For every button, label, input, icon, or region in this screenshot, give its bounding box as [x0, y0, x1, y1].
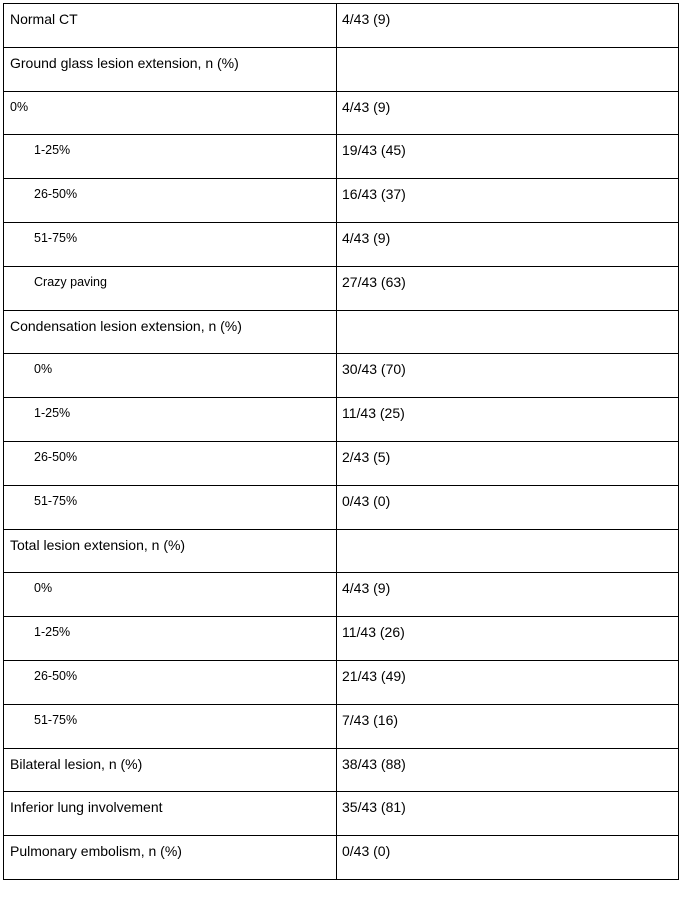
- row-value: 11/43 (25): [342, 405, 405, 422]
- row-label: 51-75%: [34, 230, 78, 245]
- row-value: 4/43 (9): [342, 580, 391, 597]
- row-value: 19/43 (45): [342, 142, 406, 159]
- row-value-cell: [337, 573, 679, 617]
- row-value-cell: [337, 792, 679, 836]
- row-label-cell: [4, 135, 337, 179]
- row-label: Normal CT: [10, 11, 78, 27]
- row-label: Condensation lesion extension, n (%): [10, 317, 242, 334]
- table-row: [4, 398, 679, 442]
- row-value-cell: [337, 704, 679, 748]
- row-label-cell: [4, 836, 337, 880]
- row-value-cell: [337, 748, 679, 792]
- row-value-cell: [337, 222, 679, 266]
- row-label: 0%: [34, 581, 53, 596]
- row-value-cell: [337, 354, 679, 398]
- row-value: 0/43 (0): [342, 492, 391, 509]
- row-value-cell: [337, 441, 679, 485]
- row-label: 0%: [34, 362, 53, 377]
- row-label: 26-50%: [34, 668, 78, 683]
- row-label: 1-25%: [34, 406, 71, 421]
- row-label: 26-50%: [34, 187, 78, 202]
- row-value: 27/43 (63): [342, 273, 406, 290]
- table-row: [4, 529, 679, 573]
- table-row: [4, 792, 679, 836]
- row-value-cell: [337, 398, 679, 442]
- table-row: [4, 310, 679, 354]
- row-value-cell: [337, 179, 679, 223]
- table-body: [4, 4, 679, 880]
- row-label: 51-75%: [34, 493, 78, 508]
- row-value-cell: [337, 836, 679, 880]
- row-label: Bilateral lesion, n (%): [10, 755, 143, 772]
- row-value: [337, 311, 678, 318]
- row-label-cell: [4, 573, 337, 617]
- row-label-cell: [4, 222, 337, 266]
- row-value: 16/43 (37): [342, 186, 406, 203]
- row-label-cell: [4, 704, 337, 748]
- row-label-cell: [4, 310, 337, 354]
- row-value: 4/43 (9): [342, 11, 391, 27]
- row-value-cell: [337, 135, 679, 179]
- row-value: 4/43 (9): [342, 229, 391, 246]
- table-row: [4, 748, 679, 792]
- row-label: 26-50%: [34, 449, 78, 464]
- row-label: 0%: [10, 99, 29, 114]
- row-label: Pulmonary embolism, n (%): [10, 843, 182, 860]
- row-label-cell: [4, 660, 337, 704]
- row-label-cell: [4, 354, 337, 398]
- row-value: 11/43 (26): [342, 624, 405, 641]
- table-row: [4, 836, 679, 880]
- table-row: [4, 704, 679, 748]
- row-value: [337, 48, 678, 55]
- row-value-cell: [337, 660, 679, 704]
- table-row: [4, 660, 679, 704]
- row-value-cell: [337, 266, 679, 310]
- row-label: Total lesion extension, n (%): [10, 536, 186, 553]
- table-row: [4, 91, 679, 135]
- row-value: 7/43 (16): [342, 711, 399, 728]
- table-row: [4, 4, 679, 48]
- row-label-cell: [4, 179, 337, 223]
- row-label-cell: [4, 441, 337, 485]
- row-value: 30/43 (70): [342, 361, 406, 378]
- row-label-cell: [4, 47, 337, 91]
- row-label: Ground glass lesion extension, n (%): [10, 54, 239, 71]
- table-row: [4, 222, 679, 266]
- row-label: 1-25%: [34, 625, 71, 640]
- row-value-cell: [337, 310, 679, 354]
- row-value: [337, 530, 678, 537]
- row-label-cell: [4, 792, 337, 836]
- row-label-cell: [4, 748, 337, 792]
- table-row: [4, 617, 679, 661]
- row-value: 2/43 (5): [342, 448, 391, 465]
- row-value: 4/43 (9): [342, 98, 391, 115]
- ct-findings-table: [3, 3, 679, 880]
- row-label: Inferior lung involvement: [10, 799, 163, 816]
- row-label-cell: [4, 398, 337, 442]
- table-row: [4, 135, 679, 179]
- row-label-cell: [4, 266, 337, 310]
- row-value: 35/43 (81): [342, 799, 406, 816]
- row-label-cell: [4, 485, 337, 529]
- row-value-cell: [337, 91, 679, 135]
- table-row: [4, 485, 679, 529]
- row-value-cell: [337, 47, 679, 91]
- table-row: [4, 354, 679, 398]
- row-label-cell: [4, 91, 337, 135]
- row-value: 0/43 (0): [342, 843, 391, 860]
- row-label-cell: [4, 4, 337, 48]
- row-label-cell: [4, 617, 337, 661]
- table-row: [4, 441, 679, 485]
- row-value-cell: [337, 4, 679, 48]
- row-label-cell: [4, 529, 337, 573]
- row-label: 51-75%: [34, 712, 78, 727]
- table-row: [4, 179, 679, 223]
- row-value: 38/43 (88): [342, 755, 406, 772]
- table-row: [4, 47, 679, 91]
- row-value-cell: [337, 485, 679, 529]
- table-row: [4, 573, 679, 617]
- table-row: [4, 266, 679, 310]
- row-label: 1-25%: [34, 143, 71, 158]
- row-value-cell: [337, 529, 679, 573]
- row-value-cell: [337, 617, 679, 661]
- row-label: Crazy paving: [34, 274, 107, 289]
- row-value: 21/43 (49): [342, 667, 406, 684]
